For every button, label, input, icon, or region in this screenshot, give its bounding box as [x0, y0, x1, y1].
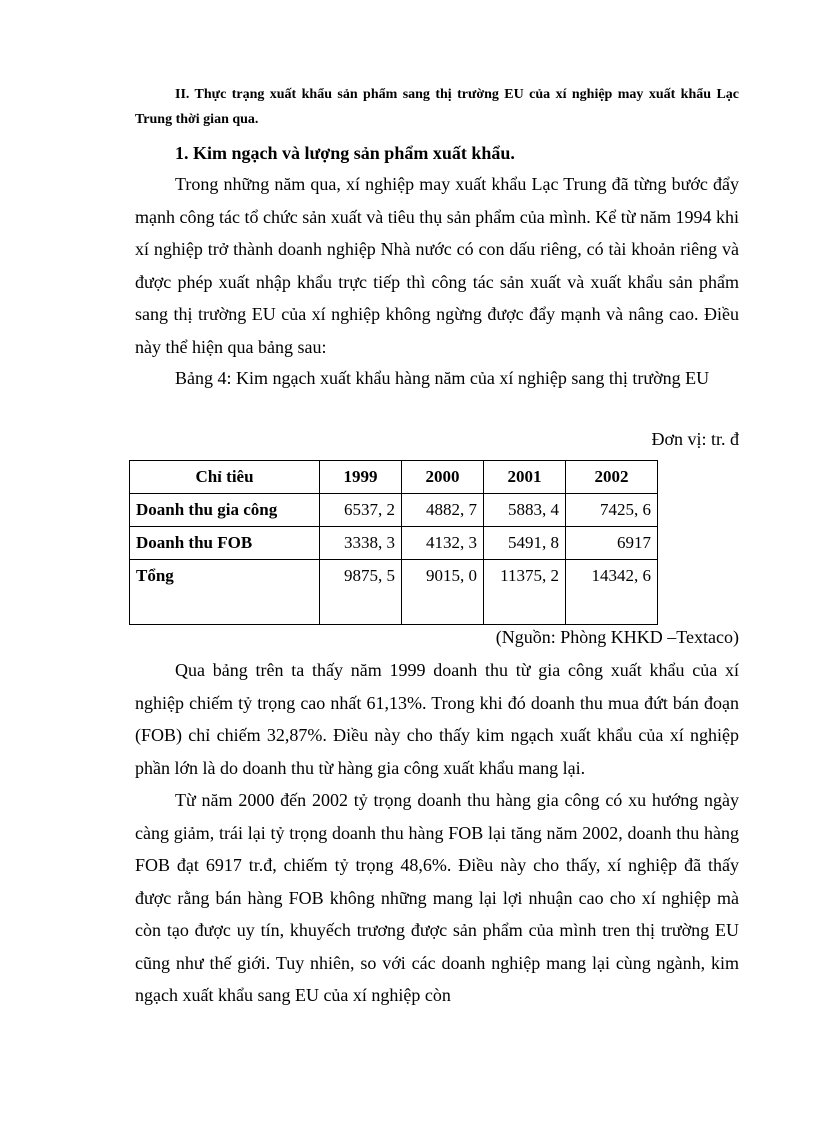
cell-value: 5883, 4: [484, 494, 566, 527]
row-label: Doanh thu gia công: [130, 494, 320, 527]
cell-value: 6537, 2: [320, 494, 402, 527]
cell-value: 4132, 3: [402, 527, 484, 560]
cell-value: 14342, 6: [566, 560, 658, 625]
cell-value: 3338, 3: [320, 527, 402, 560]
row-label: Tổng: [130, 560, 320, 625]
cell-value: 7425, 6: [566, 494, 658, 527]
unit-note: Đơn vị: tr. đ: [651, 429, 739, 449]
table-caption: Bảng 4: Kim ngạch xuất khẩu hàng năm của xí nghiệp sang thị trường EU: [175, 368, 710, 388]
cell-value: 9015, 0: [402, 560, 484, 625]
header-2000: 2000: [402, 461, 484, 494]
cell-value: 6917: [566, 527, 658, 560]
cell-value: 11375, 2: [484, 560, 566, 625]
header-2002: 2002: [566, 461, 658, 494]
subsection-heading: 1. Kim ngạch và lượng sản phẩm xuất khẩu.: [175, 143, 515, 163]
table-row: [130, 527, 658, 560]
row-label: Doanh thu FOB: [130, 527, 320, 560]
section-heading: II. Thực trạng xuất khẩu sản phẩm sang thị trường EU của xí nghiệp may xuất khẩu Lạc Trung thời gian qua.: [135, 87, 739, 127]
source-note: (Nguồn: Phòng KHKD –Textaco): [495, 627, 739, 647]
analysis-paragraph-1: Qua bảng trên ta thấy năm 1999 doanh thu từ gia công xuất khẩu của xí nghiệp chiếm tỷ trọng cao nhất 61,13%. Trong khi đó doanh thu mua đứt bán đoạn (FOB) chỉ chiếm 32,87%. Điều này cho thấy kim ngạch xuất khẩu của xí nghiệp phần lớn là do doanh thu từ hàng gia công xuất khẩu mang lại.: [135, 660, 739, 778]
table-header-row: [130, 461, 658, 494]
cell-value: 4882, 7: [402, 494, 484, 527]
analysis-paragraph-2: Từ năm 2000 đến 2002 tỷ trọng doanh thu hàng gia công có xu hướng ngày càng giảm, trái lại tỷ trọng doanh thu hàng FOB lại tăng năm 2002, doanh thu hàng FOB đạt 6917 tr.đ, chiếm tỷ trọng 48,6%. Điều này cho thấy, xí nghiệp đã thấy được rằng bán hàng FOB không những mang lại lợi nhuận cao cho xí nghiệp mà còn tạo được uy tín, khuyếch trương được sản phẩm của mình tren thị trường EU cũng như thế giới. Tuy nhiên, so với các doanh nghiệp mang lại cùng ngành, kim ngạch xuất khẩu sang EU của xí nghiệp còn: [135, 790, 739, 1005]
cell-value: 5491, 8: [484, 527, 566, 560]
header-2001: 2001: [484, 461, 566, 494]
table-row-total: [130, 560, 658, 625]
header-1999: 1999: [320, 461, 402, 494]
intro-paragraph: Trong những năm qua, xí nghiệp may xuất khẩu Lạc Trung đã từng bước đẩy mạnh công tác tổ chức sản xuất và tiêu thụ sản phẩm của mình. Kể từ năm 1994 khi xí nghiệp trở thành doanh nghiệp Nhà nước có con dấu riêng, có tài khoản riêng và được phép xuất nhập khẩu trực tiếp thì công tác sản xuất và xuất khẩu sản phẩm sang thị trường EU của xí nghiệp không ngừng được đẩy mạnh và nâng cao. Điều này thể hiện qua bảng sau:: [135, 174, 739, 357]
cell-value: 9875, 5: [320, 560, 402, 625]
header-indicator: Chỉ tiêu: [130, 461, 320, 494]
revenue-table: [129, 460, 658, 625]
table-row: [130, 494, 658, 527]
